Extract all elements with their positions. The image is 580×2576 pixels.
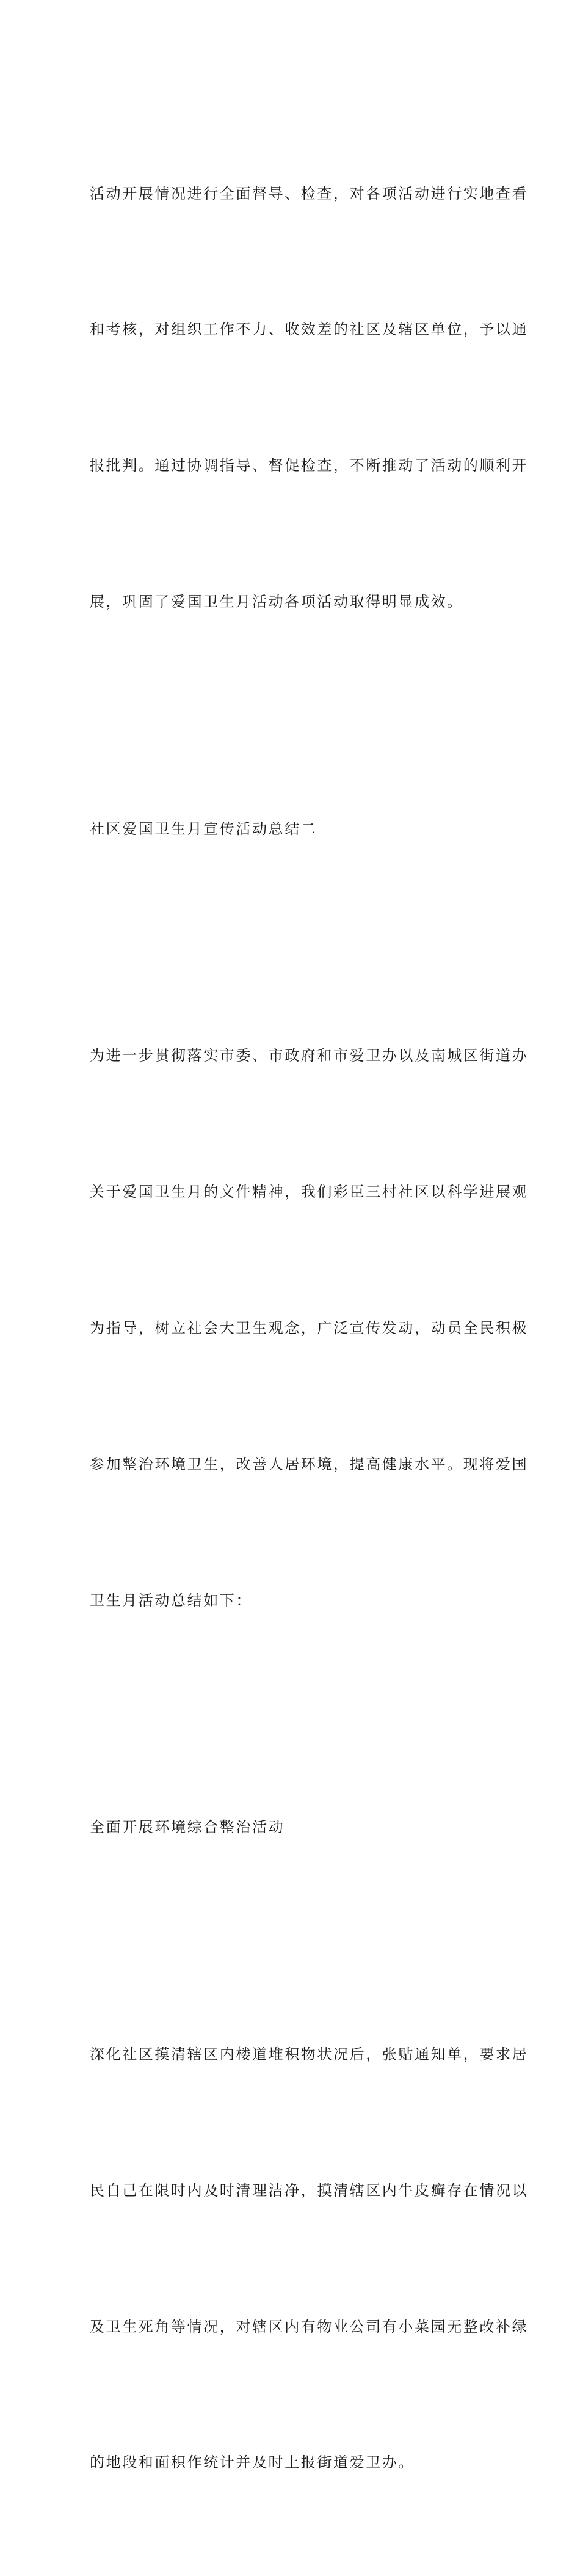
text-line: 民自己在限时内及时清理洁净，摸清辖区内牛皮癣存在情况以 xyxy=(90,2181,529,2199)
paragraph-cleanup xyxy=(90,1941,529,2576)
text-line: 深化社区摸清辖区内楼道堆积物状况后，张贴通知单，要求居 xyxy=(90,2045,529,2063)
text-line: 关于爱国卫生月的文件精神，我们彩臣三村社区以科学进展观 xyxy=(90,1183,529,1201)
text-line: 展，巩固了爱国卫生月活动各项活动取得明显成效。 xyxy=(90,593,463,611)
text-line: 和考核，对组织工作不力、收效差的社区及辖区单位，予以通 xyxy=(90,321,529,338)
text-line: 为进一步贯彻落实市委、市政府和市爱卫办以及南城区街道办 xyxy=(90,1047,529,1065)
paragraph-supervision xyxy=(90,80,529,715)
document-body xyxy=(90,80,529,2576)
paragraph-introduction xyxy=(90,943,529,1714)
text-line: 为指导，树立社会大卫生观念，广泛宣传发动，动员全民积极 xyxy=(90,1319,529,1337)
text-line: 及卫生死角等情况，对辖区内有物业公司有小菜园无整改补绿 xyxy=(90,2318,529,2335)
text-line: 卫生月活动总结如下： xyxy=(90,1591,252,1609)
text-line: 报批判。通过协调指导、督促检查，不断推动了活动的顺利开 xyxy=(90,457,529,475)
heading-text: 全面开展环境综合整治活动 xyxy=(90,1819,285,1836)
section-heading-summary-two xyxy=(90,715,493,942)
text-line: 参加整治环境卫生，改善人居环境，提高健康水平。现将爱国 xyxy=(90,1455,529,1473)
section-heading-environment xyxy=(90,1714,493,1941)
text-line: 活动开展情况进行全面督导、检查，对各项活动进行实地查看 xyxy=(90,184,529,202)
text-line: 的地段和面积作统计并及时上报街道爱卫办。 xyxy=(90,2454,415,2472)
heading-text: 社区爱国卫生月宣传活动总结二 xyxy=(90,820,317,837)
